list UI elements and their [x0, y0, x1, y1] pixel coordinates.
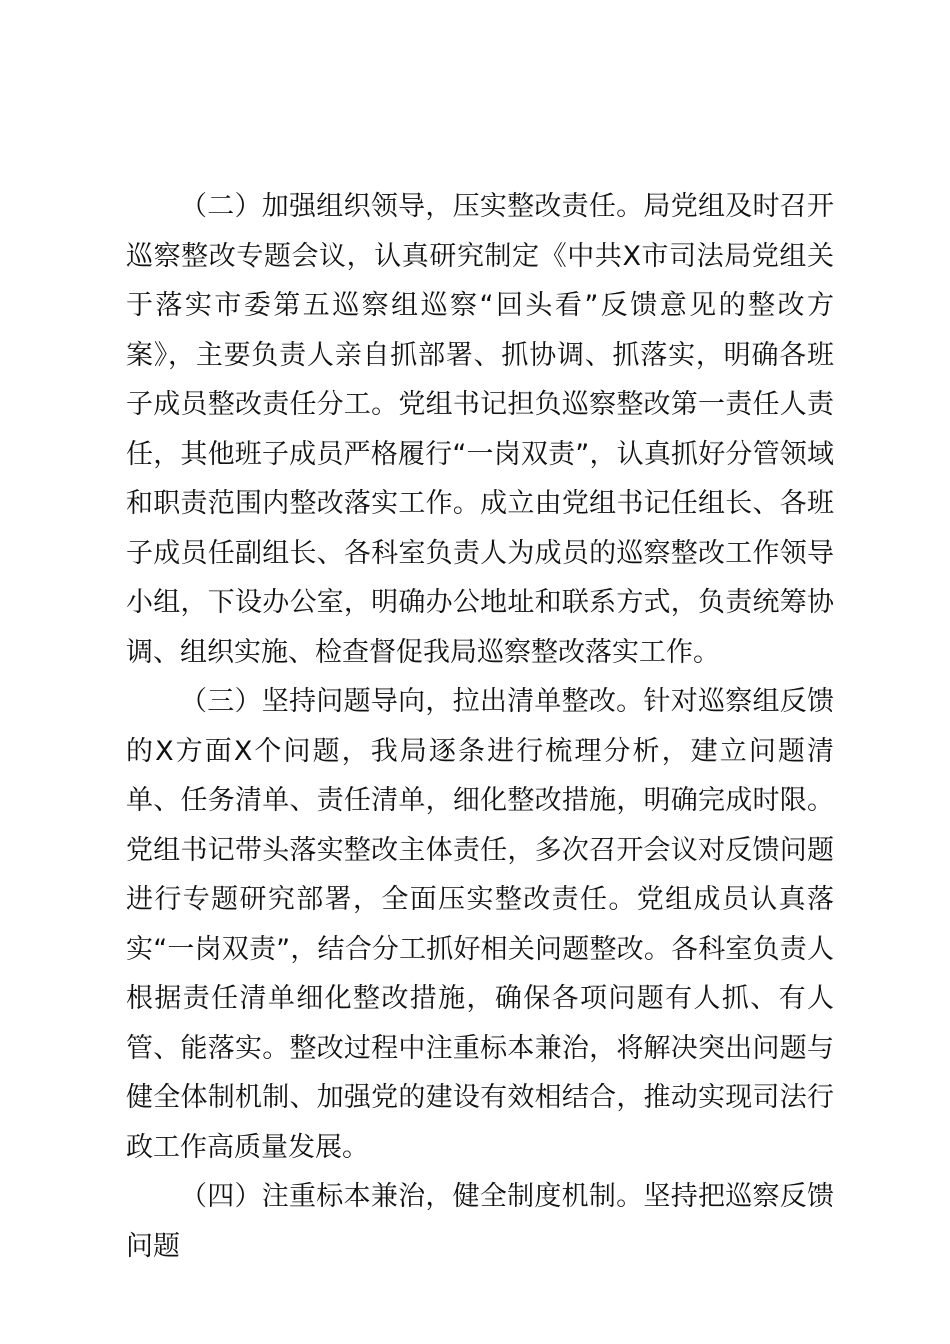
document-page: [126, 182, 834, 1271]
paragraph-organization-leadership: （二）加强组织领导，压实整改责任。局党组及时召开巡察整改专题会议，认真研究制定《中共X市司法局党组关于落实市委第五巡察组巡察“回头看”反馈意见的整改方案》，主要负责人亲自抓部署、抓协调、抓落实，明确各班子成员整改责任分工。党组书记担负巡察整改第一责任人责任，其他班子成员严格履行“一岗双责”，认真抓好分管领域和职责范围内整改落实工作。成立由党组书记任组长、各班子成员任副组长、各科室负责人为成员的巡察整改工作领导小组，下设办公室，明确办公地址和联系方式，负责统筹协调、组织实施、检查督促我局巡察整改落实工作。: [126, 191, 834, 668]
paragraph-institutional-mechanism: （四）注重标本兼治，健全制度机制。坚持把巡察反馈问题: [126, 1181, 834, 1262]
paragraph-problem-orientation: （三）坚持问题导向，拉出清单整改。针对巡察组反馈的X方面X个问题，我局逐条进行梳理分析，建立问题清单、任务清单、责任清单，细化整改措施，明确完成时限。党组书记带头落实整改主体责任，多次召开会议对反馈问题进行专题研究部署，全面压实整改责任。党组成员认真落实“一岗双责”，结合分工抓好相关问题整改。各科室负责人根据责任清单细化整改措施，确保各项问题有人抓、有人管、能落实。整改过程中注重标本兼治，将解决突出问题与健全体制机制、加强党的建设有效相结合，推动实现司法行政工作高质量发展。: [126, 686, 834, 1163]
